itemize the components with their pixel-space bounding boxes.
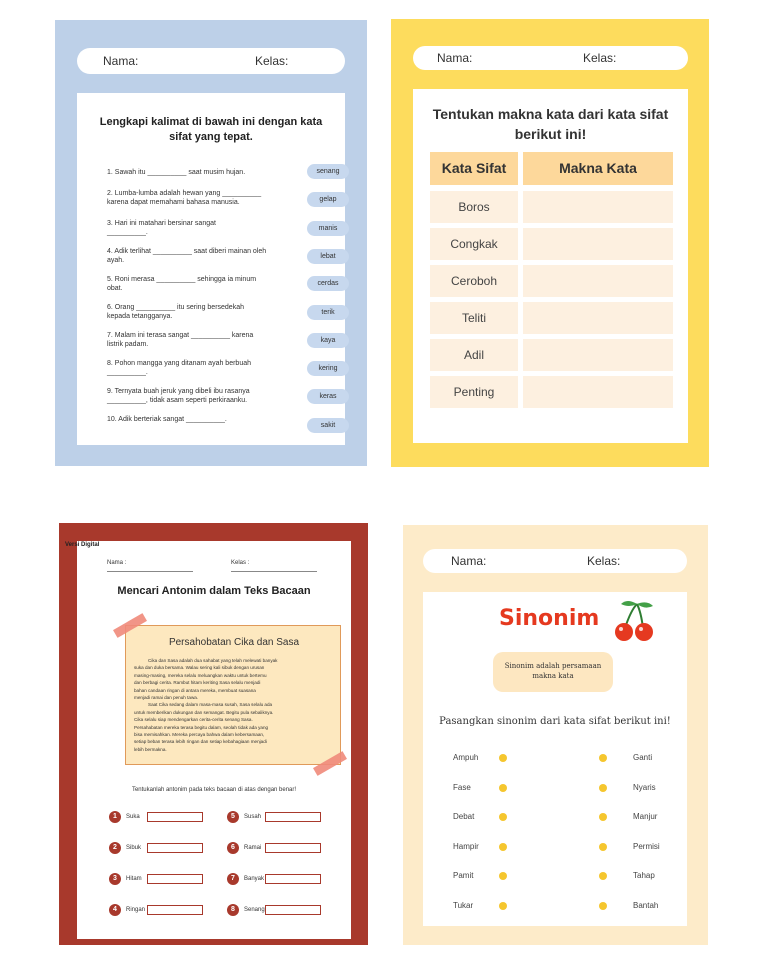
adjective-cell: Ceroboh [430,265,518,297]
synonym-right-word: Manjur [633,812,658,821]
question-line: 6. Orang __________ itu sering bersedekah [107,304,244,311]
option-pill[interactable]: cerdas [307,276,349,291]
story-line: masing-masing, mereka selalu meluangkan waktu untuk bertemu [134,672,267,678]
synonym-left-word: Fase [453,782,471,792]
name-label: Nama : [107,560,127,566]
definition-text: Sinonim adalah persamaan makna kata [504,662,602,680]
antonym-word: Susah [244,814,262,820]
match-dot-left[interactable] [499,754,507,762]
worksheet-card [413,89,688,443]
worksheet-card [65,541,351,939]
name-line [107,571,193,572]
antonym-answer-box[interactable] [265,843,321,853]
antonym-answer-box[interactable] [147,812,203,822]
antonym-answer-box[interactable] [265,905,321,915]
story-line: Persahabatan mereka terasa begitu dalam, seolah tidak ada yang [134,724,269,730]
story-box [125,625,341,765]
story-line: bahan candaan ringan di antara mereka, membuat suasana [134,687,256,693]
option-pill[interactable]: senang [307,164,349,179]
synonym-left-word: Ampuh [453,753,479,762]
option-pill[interactable]: kering [307,361,349,376]
story-line: untuk memberikan dukungan dan semangat. Begitu pula sebaliknya. [134,709,274,715]
class-line [231,571,317,572]
synonym-right-word: Bantah [633,900,659,910]
match-dot-left[interactable] [499,784,507,792]
antonym-word: Ramai [244,845,262,851]
story-line: bisa memisahkan. Mereka percaya bahwa dalam kebersamaan, [134,732,265,738]
question-line: __________. [107,369,148,376]
sinonim-title: Sinonim [499,606,600,631]
adjective-cell: Congkak [430,228,518,260]
antonym-word: Hitam [126,876,142,882]
option-pill[interactable]: kaya [307,333,349,348]
question-line: obat. [107,285,123,292]
story-line: Cika selalu siap mendengarkan cerita-cerita senang Sasa. [134,717,253,723]
match-dot-left[interactable] [499,843,507,851]
name-label: Nama: [103,54,139,68]
number-badge: 2 [109,842,121,854]
option-pill[interactable]: terik [307,305,349,320]
antonym-answer-box[interactable] [147,905,203,915]
question-item [107,359,285,377]
synonym-left-word: Pamit [453,871,474,880]
adjective-cell: Adil [430,339,518,371]
worksheet-word-meaning [391,19,709,467]
name-label: Nama: [451,554,487,568]
story-line: Saat Cika sedang dalam masa-masa susah, Sasa selalu ada [148,702,273,708]
question-line: 2. Lumba-lumba adalah hewan yang __________ [107,190,262,197]
synonym-left-word: Debat [453,812,475,821]
question-line: 1. Sawah itu __________ saat musim hujan. [107,169,246,176]
question-line: 9. Ternyata buah jeruk yang dibeli ibu rasanya [107,388,250,395]
number-badge: 6 [227,842,239,854]
synonym-right-word: Ganti [633,753,653,762]
number-badge: 8 [227,904,239,916]
story-line: dan berbagi cerita. Rambut hitam keriting Sasa selalu menjadi [134,680,261,686]
question-item [107,387,285,405]
antonym-answer-box[interactable] [265,812,321,822]
question-line: 7. Malam ini terasa sangat __________ karena [107,332,254,339]
name-class-bar [413,46,688,70]
question-line: __________, tidak asam seperti perkiraanku. [107,397,248,404]
question-line: ayah. [107,257,125,264]
antonym-answer-box[interactable] [265,874,321,884]
question-item [107,275,285,293]
match-dot-right[interactable] [599,843,607,851]
meaning-answer-cell[interactable] [523,302,673,334]
worksheet-card [423,592,687,926]
question-item [107,168,285,177]
question-item [107,247,285,265]
antonym-word: Senang [244,907,265,913]
worksheet-title: Tentukan makna kata dari kata sifat berikut ini! [432,106,669,142]
antonym-word: Banyak [244,876,265,882]
match-dot-left[interactable] [499,813,507,821]
instruction-text: Pasangkan sinonim dari kata sifat berikut ini! [439,716,671,727]
question-line: 5. Roni merasa __________ sehingga ia minum [107,276,257,283]
antonym-word: Sibuk [126,845,142,851]
synonym-left-word: Tukar [453,900,474,910]
adjective-cell: Boros [430,191,518,223]
match-dot-right[interactable] [599,872,607,880]
number-badge: 3 [109,873,121,885]
class-label: Kelas : [231,560,250,566]
option-pill[interactable]: sakit [307,418,349,433]
story-line: setiap beban terasa lebih ringan dan setiap kebahagiaan menjadi [134,739,267,745]
question-item [107,303,285,321]
question-line: 8. Pohon mangga yang ditanam ayah berbuah [107,360,251,367]
antonym-answer-box[interactable] [147,843,203,853]
match-dot-right[interactable] [599,754,607,762]
match-dot-right[interactable] [599,784,607,792]
question-line: 4. Adik terlihat __________ saat diberi mainan oleh [107,248,267,255]
instruction-text: Tentukanlah antonim pada teks bacaan di atas dengan benar! [131,787,297,793]
meaning-answer-cell[interactable] [523,376,673,408]
story-line: suka dan duka bersama. Walau sering kali sibuk dengan urusan [134,665,265,671]
option-pill[interactable]: keras [307,389,349,404]
question-line: 3. Hari ini matahari bersinar sangat [107,220,216,227]
synonym-right-word: Tahap [633,871,655,880]
question-item [107,189,285,207]
question-item [107,415,285,424]
cherry-icon [611,598,657,644]
synonym-right-word: Nyaris [633,782,656,792]
name-class-bar [77,48,345,74]
meaning-answer-cell[interactable] [523,265,673,297]
antonym-word: Ringan [126,907,146,913]
meaning-answer-cell[interactable] [523,339,673,371]
story-line: lebih bermakna. [134,746,167,752]
adjective-cell: Teliti [430,302,518,334]
question-line: __________. [107,229,148,236]
worksheet-card [77,93,345,445]
match-dot-right[interactable] [599,813,607,821]
synonym-right-word: Permisi [633,841,660,851]
option-pill[interactable]: gelap [307,192,349,207]
class-label: Kelas: [255,54,289,68]
digital-version-label: Versi Digital [65,542,100,548]
number-badge: 5 [227,811,239,823]
story-line: Cika dan Sasa adalah dua sahabat yang telah melewati banyak [148,658,278,663]
question-item [107,331,285,349]
synonym-left-word: Hampir [453,841,479,851]
antonym-word: Suka [126,814,140,820]
worksheet-antonyms [59,523,368,945]
option-pill[interactable]: lebat [307,249,349,264]
worksheet-synonyms [403,525,708,945]
question-line: kepada tetangganya. [107,313,173,320]
option-pill[interactable]: manis [307,221,349,236]
question-line: listrik padam. [107,341,149,348]
story-title: Persahobatan Cika dan Sasa [168,637,300,648]
match-dot-left[interactable] [499,872,507,880]
question-line: 10. Adik berteriak sangat __________. [107,416,227,423]
meaning-answer-cell[interactable] [523,191,673,223]
meaning-answer-cell[interactable] [523,228,673,260]
question-line: karena dapat memahami bahasa manusia. [107,199,240,206]
number-badge: 7 [227,873,239,885]
definition-box [493,652,613,692]
worksheet-title: Mencari Antonim dalam Teks Bacaan [117,585,311,597]
name-class-bar [423,549,687,573]
question-item [107,219,285,237]
worksheet-complete-sentences [55,20,367,466]
story-line: menjadi ramai dan penuh tawa. [134,695,199,701]
column-header-adjective: Kata Sifat [430,152,518,185]
adjective-cell: Penting [430,376,518,408]
number-badge: 4 [109,904,121,916]
name-label: Nama: [437,51,473,65]
match-dot-left[interactable] [499,902,507,910]
match-dot-right[interactable] [599,902,607,910]
number-badge: 1 [109,811,121,823]
worksheet-title: Lengkapi kalimat di bawah ini dengan kata sifat yang tepat. [99,116,323,143]
class-label: Kelas: [583,51,617,65]
antonym-answer-box[interactable] [147,874,203,884]
class-label: Kelas: [587,554,621,568]
column-header-meaning: Makna Kata [523,152,673,185]
